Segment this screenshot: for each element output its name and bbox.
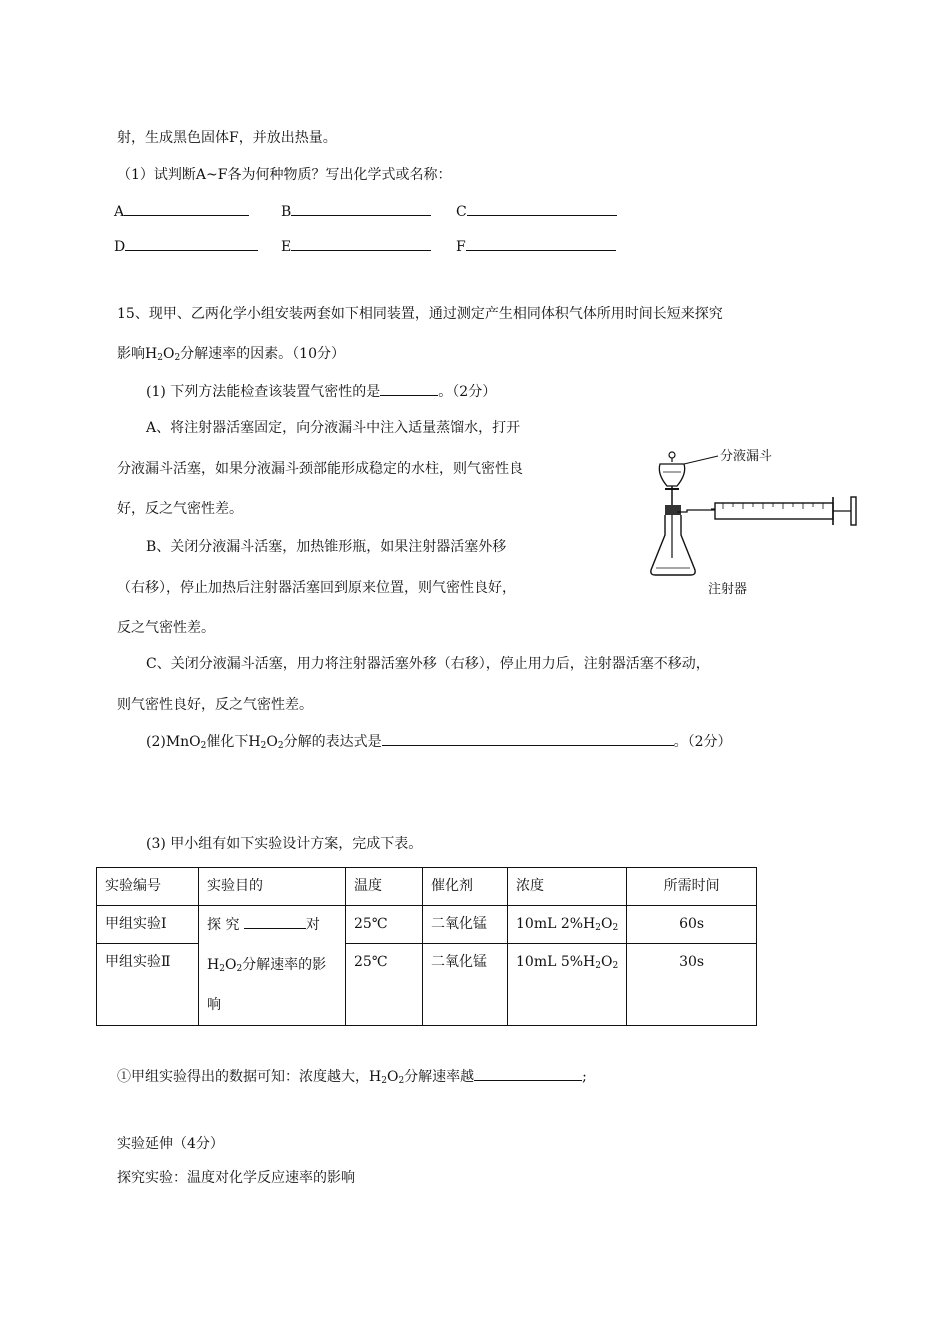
header-id: 实验编号	[97, 868, 199, 906]
answer-b	[281, 201, 431, 222]
row2-time: 30s	[627, 944, 757, 1026]
purpose-blank[interactable]	[244, 914, 306, 929]
header-purpose: 实验目的	[199, 868, 346, 906]
q15-line1: 15、现甲、乙两化学小组安装两套如下相同装置，通过测定产生相同体积气体所用时间长短来探究	[117, 306, 723, 322]
purpose-cell: 探 究 对 $H_2O_2$分解速率的影 响	[199, 906, 346, 1026]
conclusion-blank[interactable]	[474, 1066, 582, 1081]
extension-title: 实验延伸（4分）	[117, 1136, 224, 1152]
syringe-label: 注射器	[708, 582, 748, 597]
answer-blank-b[interactable]	[291, 201, 431, 216]
option-b-line3: 反之气密性差。	[117, 620, 215, 636]
row1-time: 60s	[627, 906, 757, 944]
option-c-line1: C、关闭分液漏斗活塞，用力将注射器活塞外移（右移），停止用力后，注射器活塞不移动，	[146, 656, 710, 672]
q14-part1: （1）试判断A~F各为何种物质？写出化学式或名称：	[117, 167, 452, 183]
answer-c	[456, 201, 617, 222]
answer-a	[114, 201, 249, 222]
answer-label-e: E	[281, 239, 292, 255]
experiment-table	[96, 867, 757, 1026]
row1-temp: 25℃	[346, 906, 423, 944]
q15-part3: (3) 甲小组有如下实验设计方案，完成下表。	[146, 836, 423, 852]
answer-label-d: D	[114, 239, 126, 255]
funnel-stopper-icon	[669, 452, 675, 458]
answer-blank-d[interactable]	[125, 236, 258, 251]
row2-catalyst: 二氧化锰	[423, 944, 508, 1026]
option-b-line1: B、关闭分液漏斗活塞，加热锥形瓶，如果注射器活塞外移	[146, 539, 507, 555]
option-a-line3: 好，反之气密性差。	[117, 501, 243, 517]
extension-body: 探究实验：温度对化学反应速率的影响	[117, 1170, 355, 1186]
answer-blank-e[interactable]	[291, 236, 431, 251]
answer-blank-c[interactable]	[467, 201, 617, 216]
table-row	[97, 944, 757, 1026]
row2-id: 甲组实验Ⅱ	[97, 944, 199, 1026]
row1-catalyst: 二氧化锰	[423, 906, 508, 944]
row1-conc: 10mL $2\%H_2O_2$	[508, 906, 627, 944]
q15-line2: 影响$H_2O_2$分解速率的因素。（10分）	[117, 346, 345, 363]
apparatus-diagram	[615, 440, 870, 610]
answer-blank-f[interactable]	[466, 236, 616, 251]
row2-temp: 25℃	[346, 944, 423, 1026]
table-row	[97, 906, 757, 944]
apparatus-figure	[615, 440, 870, 610]
table-header-row	[97, 868, 757, 906]
part1-answer-blank[interactable]	[380, 381, 438, 396]
conical-flask-icon	[651, 515, 695, 575]
expression-blank[interactable]	[382, 731, 674, 746]
q15-part1: (1) 下列方法能检查该装置气密性的是 。（2分）	[146, 381, 496, 402]
option-b-line2: （右移），停止加热后注射器活塞回到原来位置，则气密性良好，	[117, 580, 516, 596]
answer-e	[281, 236, 431, 257]
row1-id: 甲组实验Ⅰ	[97, 906, 199, 944]
q15-part2: (2)MnO$_2$催化下$H_2O_2$分解的表达式是 。（2分）	[146, 731, 732, 752]
conclusion-line: ①甲组实验得出的数据可知：浓度越大，$H_2O_2$分解速率越 ;	[117, 1066, 587, 1087]
answer-label-c: C	[456, 204, 467, 220]
header-catalyst: 催化剂	[423, 868, 508, 906]
flask-stopper-icon	[665, 505, 681, 515]
separatory-funnel-icon	[659, 464, 684, 486]
option-a-line2: 分液漏斗活塞，如果分液漏斗颈部能形成稳定的水柱，则气密性良	[117, 461, 523, 477]
answer-label-a: A	[114, 204, 125, 220]
header-temp: 温度	[346, 868, 423, 906]
option-c-line2: 则气密性良好，反之气密性差。	[117, 697, 313, 713]
header-time: 所需时间	[627, 868, 757, 906]
answer-d	[114, 236, 258, 257]
answer-label-b: B	[281, 204, 292, 220]
option-a-line1: A、将注射器活塞固定，向分液漏斗中注入适量蒸馏水，打开	[146, 420, 521, 436]
funnel-label: 分液漏斗	[720, 449, 773, 464]
row2-conc: 10mL $5\%H_2O_2$	[508, 944, 627, 1026]
intro-line: 射，生成黑色固体F，并放出热量。	[117, 130, 337, 146]
answer-f	[456, 236, 616, 257]
answer-blank-a[interactable]	[124, 201, 249, 216]
header-conc: 浓度	[508, 868, 627, 906]
answer-label-f: F	[456, 239, 466, 255]
